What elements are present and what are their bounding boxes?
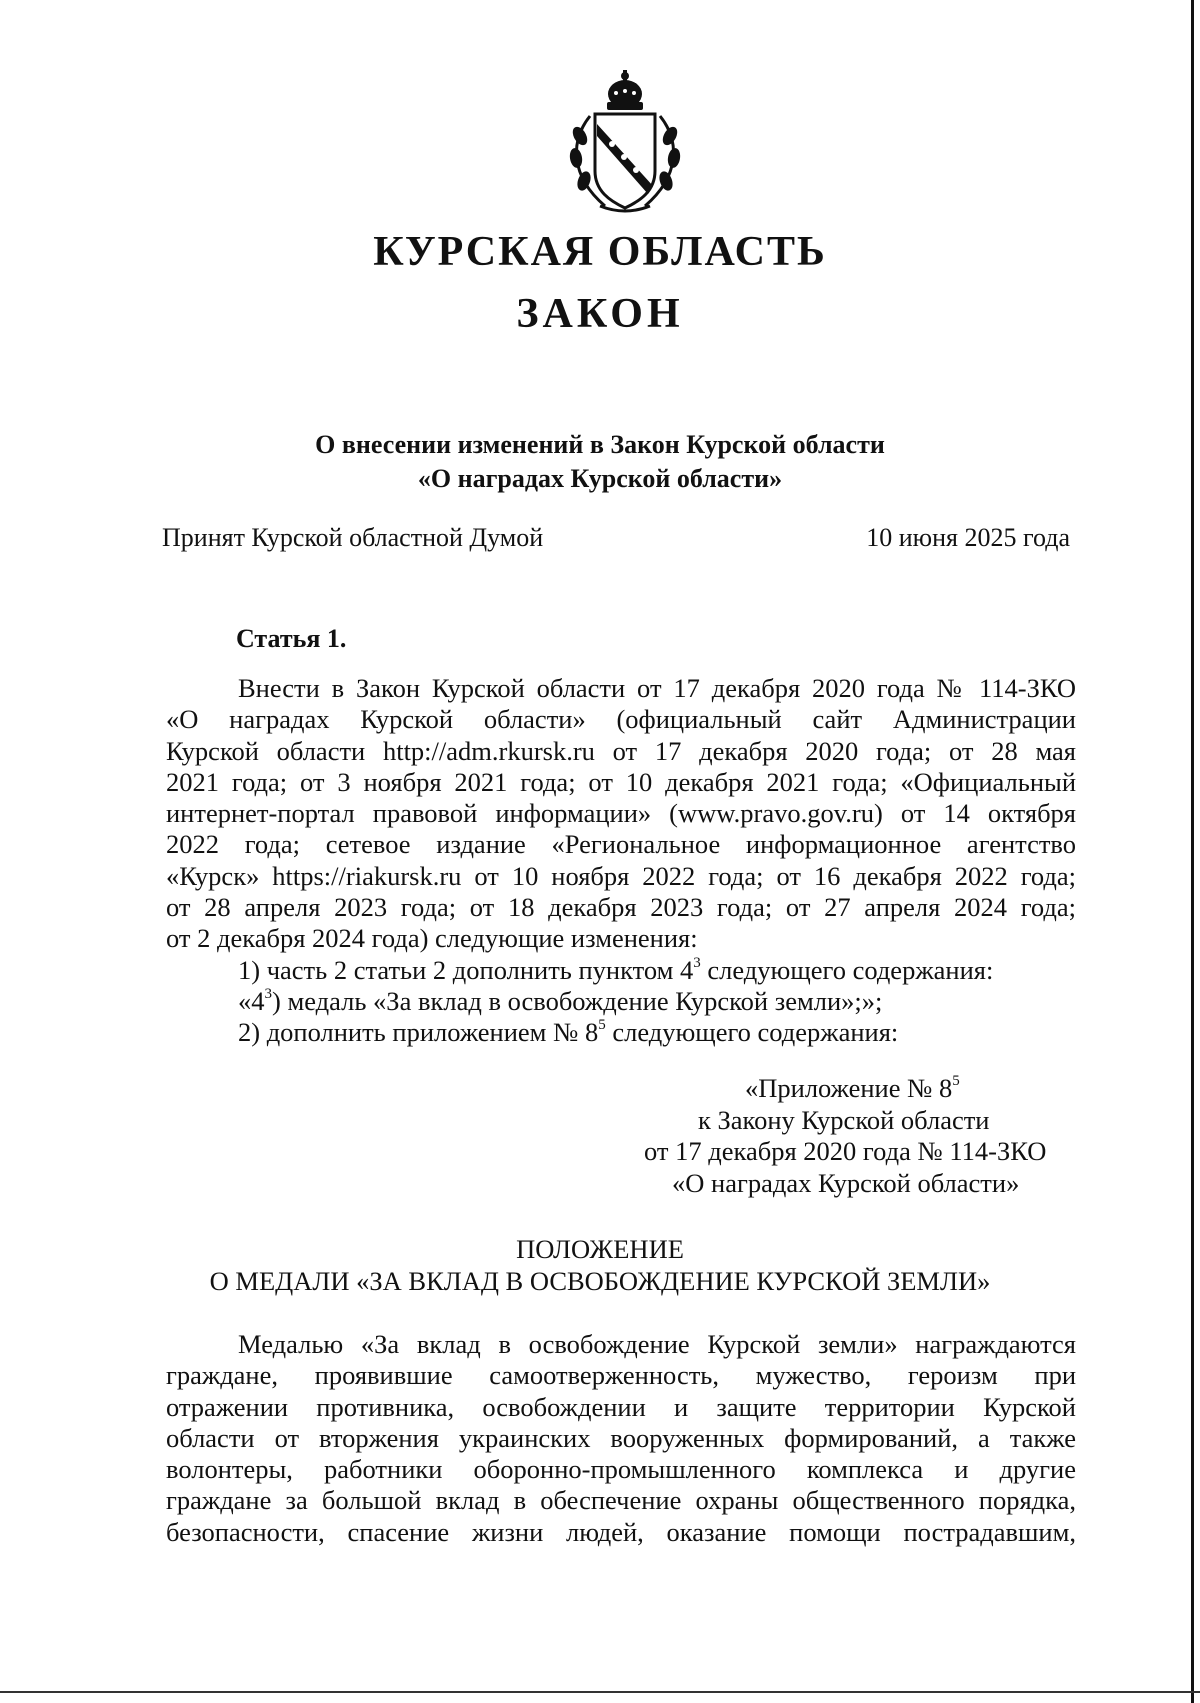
appendix-line: «О наградах Курской области» xyxy=(672,1167,1020,1198)
appendix-line: «Приложение № $8^5$ xyxy=(745,1073,960,1103)
appendix-header xyxy=(560,1073,1080,1199)
paragraph-line: «О наградах Курской области» (официальный сайт Администрации xyxy=(166,704,1076,735)
paragraph-line: интернет-портал правовой информации» (www.pravo.gov.ru) от 14 октября xyxy=(166,798,1076,829)
document-type-title: ЗАКОН xyxy=(516,291,684,337)
paragraph-line: Внести в Закон Курской области от 17 декабря 2020 года № 114-ЗКО xyxy=(238,673,1076,703)
paragraph-line: «Курск» https://riakursk.ru от 10 ноября 2022 года; от 16 декабря 2022 года; xyxy=(166,860,1076,891)
paragraph-line: Медалью «За вклад в освобождение Курской земли» награждаются xyxy=(238,1329,1076,1359)
paragraph-line: безопасности, спасение жизни людей, оказание помощи пострадавшим, xyxy=(166,1516,1076,1547)
paragraph-line: 2021 года; от 3 ноября 2021 года; от 10 декабря 2021 года; «Официальный xyxy=(166,766,1076,797)
paragraph-line: от 28 апреля 2023 года; от 18 декабря 2023 года; от 27 апреля 2024 года; xyxy=(166,892,1076,923)
article-1-paragraph xyxy=(166,673,1076,1049)
subtitle-line-2: «О наградах Курской области» xyxy=(417,464,783,493)
amendment-item-1-quote: «$4^3$) медаль «За вклад в освобождение Курской земли»;»; xyxy=(238,985,883,1016)
regulation-paragraph xyxy=(166,1329,1076,1548)
adopted-date: 10 июня 2025 года xyxy=(866,523,1070,552)
appendix-line: к Закону Курской области xyxy=(698,1104,990,1135)
paragraph-line: 2022 года; сетевое издание «Региональное информационное агентство xyxy=(166,829,1076,860)
paragraph-line: Курской области http://adm.rkursk.ru от 17 декабря 2020 года; от 28 мая xyxy=(166,735,1076,766)
regulation-title-line-2: О МЕДАЛИ «ЗА ВКЛАД В ОСВОБОЖДЕНИЕ КУРСКОЙ ЗЕМЛИ» xyxy=(209,1265,991,1296)
amendment-item-2: 2) дополнить приложением № $8^5$ следующего содержания: xyxy=(238,1017,899,1048)
regulation-title-line-1: ПОЛОЖЕНИЕ xyxy=(516,1234,684,1264)
appendix-line: от 17 декабря 2020 года № 114-ЗКО xyxy=(644,1136,1047,1166)
adopted-by: Принят Курской областной Думой xyxy=(162,523,544,552)
subtitle-line-1: О внесении изменений в Закон Курской области xyxy=(315,430,885,459)
paragraph-line: граждане за большой вклад в обеспечение охраны общественного порядка, xyxy=(166,1485,1076,1516)
paragraph-line: граждане, проявившие самоотверженность, мужество, героизм при xyxy=(166,1360,1076,1391)
paragraph-line: области от вторжения украинских вооруженных формирований, а также xyxy=(166,1422,1076,1453)
paragraph-line: волонтеры, работники оборонно-промышленного комплекса и другие xyxy=(166,1454,1076,1485)
law-subtitle xyxy=(0,428,1200,496)
paragraph-line: отражении противника, освобождении и защите территории Курской xyxy=(166,1391,1076,1422)
amendment-item-1: 1) часть 2 статьи 2 дополнить пунктом $4^3$ следующего содержания: xyxy=(238,954,994,985)
article-heading: Статья 1. xyxy=(236,624,347,653)
region-title: КУРСКАЯ ОБЛАСТЬ xyxy=(373,229,827,275)
regulation-title xyxy=(0,1234,1200,1297)
scan-border-bottom xyxy=(0,1691,1200,1693)
paragraph-line: от 2 декабря 2024 года) следующие изменения: xyxy=(166,923,698,954)
kursk-coat-of-arms-icon xyxy=(560,66,690,216)
